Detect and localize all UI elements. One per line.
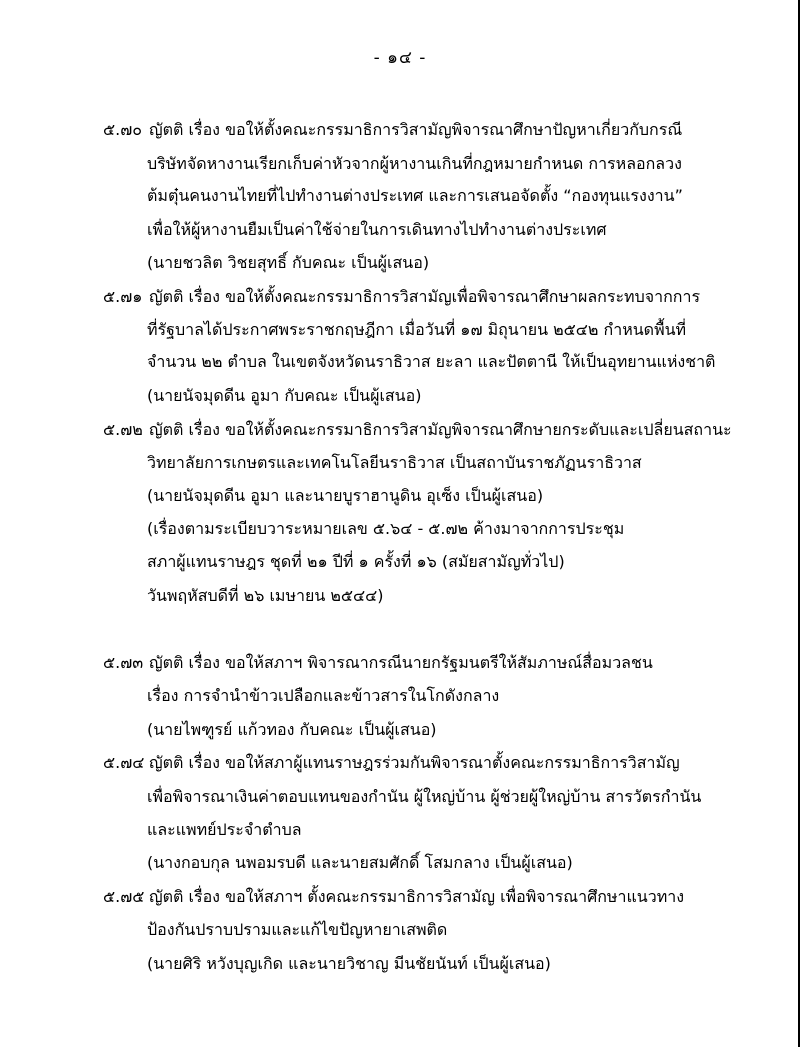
agenda-text-line: ต้มตุ๋นคนงานไทยที่ไปทำงานต่างประเทศ และการเสนอจัดตั้ง “กองทุนแรงงาน” [147,186,683,205]
agenda-text-line: ญัตติ เรื่อง ขอให้ตั้งคณะกรรมาธิการวิสามัญพิจารณาศึกษาปัญหาเกี่ยวกับกรณี [149,120,683,139]
agenda-text-line: และแพทย์ประจำตำบล [147,820,302,839]
agenda-text-line: เพื่อให้ผู้หางานยืมเป็นค่าใช้จ่ายในการเดินทางไปทำงานต่างประเทศ [147,220,607,239]
agenda-text-line: ญัตติ เรื่อง ขอให้ตั้งคณะกรรมาธิการวิสามัญเพื่อพิจารณาศึกษาผลกระทบจากการ [149,287,701,306]
agenda-number-5-71: ๕.๗๑ [103,287,143,306]
agenda-text-line: ญัตติ เรื่อง ขอให้สภาผู้แทนราษฎรร่วมกันพิจารณาตั้งคณะกรรมาธิการวิสามัญ [149,753,680,772]
agenda-note-line: (เรื่องตามระเบียบวาระหมายเลข ๕.๖๔ - ๕.๗๒ ค้างมาจากการประชุม [147,519,625,538]
agenda-number-5-73: ๕.๗๓ [103,653,144,672]
agenda-text-line: ญัตติ เรื่อง ขอให้ตั้งคณะกรรมาธิการวิสามัญพิจารณาศึกษายกระดับและเปลี่ยนสถานะ [149,420,732,439]
agenda-proposer: (นายศิริ หวังบุญเกิด และนายวิชาญ มีนชัยนันท์ เป็นผู้เสนอ) [147,954,551,973]
agenda-text-line: เรื่อง การจำนำข้าวเปลือกและข้าวสารในโกดังกลาง [147,686,500,705]
agenda-text-line: ที่รัฐบาลได้ประกาศพระราชกฤษฎีกา เมื่อวันที่ ๑๗ มิถุนายน ๒๕๔๒ กำหนดพื้นที่ [147,320,687,339]
agenda-text-line: บริษัทจัดหางานเรียกเก็บค่าหัวจากผู้หางานเกินที่กฎหมายกำหนด การหลอกลวง [147,154,682,173]
agenda-note-line: วันพฤหัสบดีที่ ๒๖ เมษายน ๒๕๔๔) [147,586,384,605]
agenda-text-line: ญัตติ เรื่อง ขอให้สภาฯ ตั้งคณะกรรมาธิการวิสามัญ เพื่อพิจารณาศึกษาแนวทาง [149,887,685,906]
agenda-number-5-75: ๕.๗๕ [103,887,145,906]
agenda-number-5-74: ๕.๗๔ [103,753,145,772]
agenda-proposer: (นางกอบกุล นพอมรบดี และนายสมศักดิ์ โสมกลาง เป็นผู้เสนอ) [147,853,573,872]
page-number: - ๑๔ - [373,48,427,68]
agenda-proposer: (นายชวลิต วิชยสุทธิ์ กับคณะ เป็นผู้เสนอ) [147,253,430,272]
agenda-proposer: (นายนัจมุดดีน อูมา กับคณะ เป็นผู้เสนอ) [147,386,422,405]
agenda-text-line: เพื่อพิจารณาเงินค่าตอบแทนของกำนัน ผู้ใหญ่บ้าน ผู้ช่วยผู้ใหญ่บ้าน สารวัตรกำนัน [147,787,702,806]
agenda-text-line: วิทยาลัยการเกษตรและเทคโนโลยีนราธิวาส เป็นสถาบันราชภัฏนราธิวาส [147,453,642,472]
agenda-number-5-72: ๕.๗๒ [103,420,143,439]
agenda-proposer: (นายนัจมุดดีน อูมา และนายบูราฮานูดิน อุเซ็ง เป็นผู้เสนอ) [147,486,544,505]
agenda-text-line: ป้องกันปราบปรามและแก้ไขปัญหายาเสพติด [147,920,448,939]
agenda-text-line: จำนวน ๒๒ ตำบล ในเขตจังหวัดนราธิวาส ยะลา และปัตตานี ให้เป็นอุทยานแห่งชาติ [147,352,716,371]
agenda-text-line: ญัตติ เรื่อง ขอให้สภาฯ พิจารณากรณีนายกรัฐมนตรีให้สัมภาษณ์สื่อมวลชน [149,653,653,672]
agenda-number-5-70: ๕.๗๐ [103,120,142,139]
agenda-proposer: (นายไพฑูรย์ แก้วทอง กับคณะ เป็นผู้เสนอ) [147,720,437,739]
agenda-note-line: สภาผู้แทนราษฎร ชุดที่ ๒๑ ปีที่ ๑ ครั้งที่ ๑๖ (สมัยสามัญทั่วไป) [147,552,565,571]
